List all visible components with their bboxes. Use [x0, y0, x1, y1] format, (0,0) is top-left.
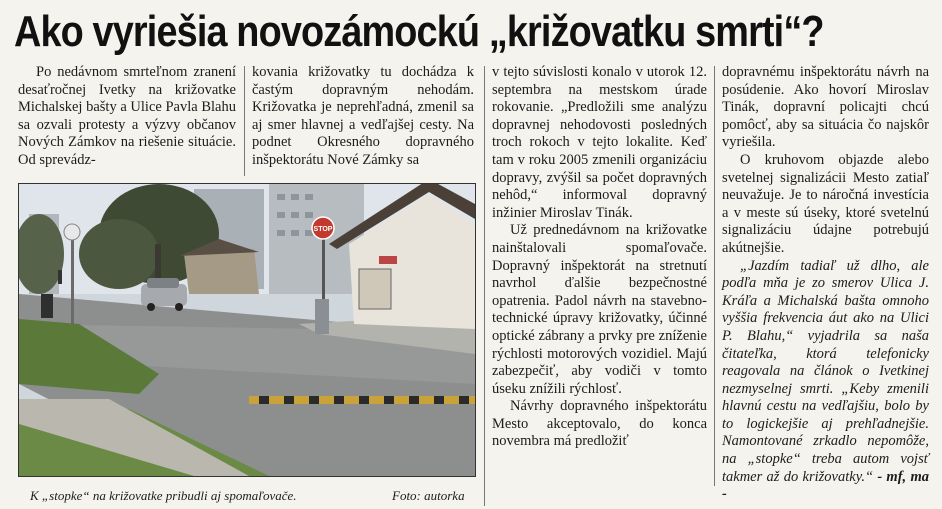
photo-caption: K „stopke“ na križovatke pribudli aj spomaľovače. [30, 488, 297, 503]
paragraph: Po nedávnom smrteľnom zranení desaťročnej Ivetky na križovatke Michalskej bašty a Ulice Pavla Blahu sa ozvali protesty a výzvy občanov Nových Zámkov na riešenie situácie. Od sprevádz- [18, 64, 236, 168]
article-column-3 [492, 64, 707, 451]
paragraph: O kruhovom objazde alebo svetelnej signalizácii Mesto zatiaľ neuvažuje. Je to náročná investícia a v meste sú úseky, ktoré svetelnú signalizáciu údajne potrebujú akútnejšie. [722, 151, 929, 256]
paragraph: Návrhy dopravného inšpektorátu Mesto akceptovalo, do konca novembra má predložiť [492, 398, 707, 450]
author-signature: - mf, ma - [722, 468, 929, 503]
paragraph: kovania križovatky tu dochádza k častým dopravným nehodám. Križovatka je neprehľadná, zmenil sa aj smer hlavnej a vedľajšej cesty. Na podnet Okresného dopravného inšpektorátu Nové Zámky sa [252, 64, 474, 168]
paragraph-quote [722, 258, 929, 504]
column-divider [714, 66, 715, 486]
paragraph: v tejto súvislosti konalo v utorok 12. septembra na mestskom úrade rokovanie. „Predložili sme analýzu dopravnej nehodovosti posledných troch rokoch v tejto lokalite. Keď tam v roku 2005 zmenili organizáciu dopravy, zvýšil sa počet dopravných nehôd,“ informoval dopravný inžinier Miroslav Tinák. [492, 64, 707, 221]
quote-text: „Jazdím tadiaľ už dlho, ale podľa mňa je zo smerov Ulica J. Kráľa a Michalská bašta omnoho vyššia frekvencia áut ako na Ulici P. Blahu,“ vyjadrila sa naša čitateľka, ktorá telefonicky reagovala na článok o Ivetkinej nezmyselnej smrti. „Keby zmenili hlavnú cestu na vedľajšiu, bolo by to logickejšie aj prehľadnejšie. Namontované zrkadlo nepomôže, na „stopke“ treba autom vojsť takmer až do križovatky.“ [722, 257, 929, 485]
article-column-1 [18, 64, 236, 170]
article-column-4 [722, 64, 929, 504]
paragraph: Už prednedávnom na križovatke nainštalovali spomaľovače. Dopravný inšpektorát na stretnutí navrhol ďalšie bezpečnostné opatrenia. Padol návrh na stavebno-technické úpravy križovatky, účinné optické zábrany a prvky pre zníženie rýchlosti motorových vozidiel. Majú zabezpečiť, aby vodiči v tomto úseku znížili rýchlosť. [492, 222, 707, 397]
article-column-2 [252, 64, 474, 170]
column-divider [484, 66, 485, 506]
stop-sign-text: STOP [313, 226, 333, 233]
article-headline: Ako vyriešia novozámockú „križovatku smrti“? [14, 7, 824, 56]
article-photo [18, 183, 476, 477]
paragraph: dopravnému inšpektorátu návrh na posúdenie. Ako hovorí Miroslav Tinák, dopravní policajti chcú pomôcť, aby sa situácia čo najskôr vyriešila. [722, 64, 929, 151]
column-divider [244, 66, 245, 176]
photo-credit: Foto: autorka [392, 488, 465, 503]
